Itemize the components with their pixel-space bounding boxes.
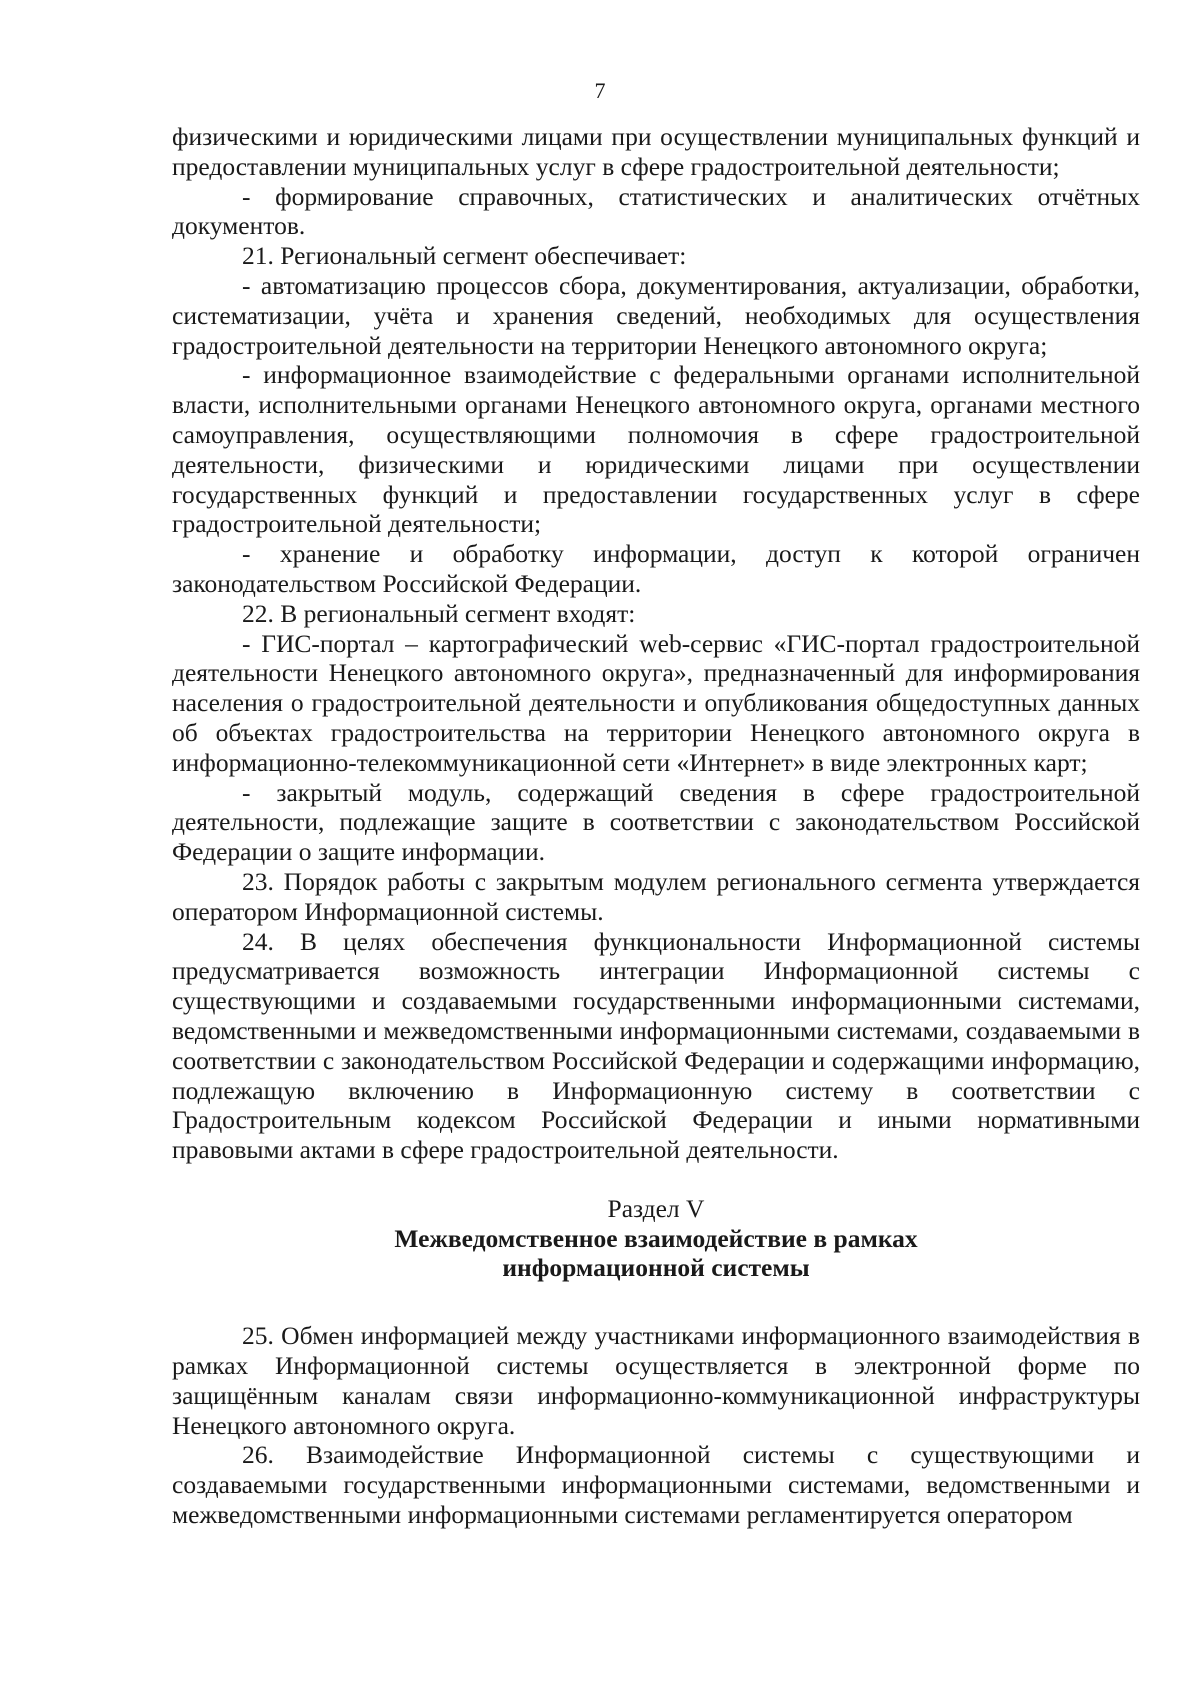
paragraph: 24. В целях обеспечения функциональности Информационной системы предусматривается возможность интеграции Информационной системы с существующими и создаваемыми государственными информационными системами, ведомственными и межведомственными информационными системами, создаваемыми в соответствии с законодательством Российской Федерации и содержащими информацию, подлежащую включению в Информационную систему в соответствии с Градостроительным кодексом Российской Федерации и иными нормативными правовыми актами в сфере градостроительной деятельности. [172,926,1140,1165]
paragraph: физическими и юридическими лицами при осуществлении муниципальных функций и предоставлении муниципальных услуг в сфере градостроительной деятельности; [172,122,1140,181]
page-number: 7 [594,78,606,103]
paragraph: - формирование справочных, статистических и аналитических отчётных документов. [172,181,1140,241]
section-title: Межведомственное взаимодействие в рамках информационной системы [394,1223,918,1283]
paragraph: - автоматизацию процессов сбора, документирования, актуализации, обработки, систематизации, учёта и хранения сведений, необходимых для осуществления градостроительной деятельности на территории Ненецкого автономного округа; [172,270,1140,360]
paragraph: 25. Обмен информацией между участниками информационного взаимодействия в рамках Информационной системы осуществляется в электронной форме по защищённым каналам связи информационно-коммуникационной инфраструктуры Ненецкого автономного округа. [172,1321,1140,1440]
paragraph: 21. Региональный сегмент обеспечивает: [242,241,687,271]
paragraph: 22. В региональный сегмент входят: [242,598,636,628]
paragraph: 23. Порядок работы с закрытым модулем регионального сегмента утверждается оператором Информационной системы. [172,866,1140,926]
paragraph: - ГИС-портал – картографический web-сервис «ГИС-портал градостроительной деятельности Ненецкого автономного округа», предназначенный для информирования населения о градостроительной деятельности и опубликования общедоступных данных об объектах градостроительства на территории Ненецкого автономного округа в информационно-телекоммуникационной сети «Интернет» в виде электронных карт; [172,628,1140,777]
paragraph: 26. Взаимодействие Информационной системы с существующими и создаваемыми государственными информационными системами, ведомственными и межведомственными информационными системами регламентируется оператором [172,1440,1140,1530]
paragraphs-after-section [172,1321,1140,1530]
paragraph: - хранение и обработку информации, доступ к которой ограничен законодательством Российской Федерации. [172,539,1140,598]
paragraph: - закрытый модуль, содержащий сведения в сфере градостроительной деятельности, подлежащие защите в соответствии с законодательством Российской Федерации о защите информации. [172,777,1140,867]
document-body [172,122,1140,1530]
section-heading [172,1194,1140,1283]
paragraphs-before-section [172,122,1140,1165]
paragraph: - информационное взаимодействие с федеральными органами исполнительной власти, исполнительными органами Ненецкого автономного округа, органами местного самоуправления, осуществляющими полномочия в сфере градостроительной деятельности, физическими и юридическими лицами при осуществлении государственных функций и предоставлении государственных услуг в сфере градостроительной деятельности; [172,360,1140,539]
section-label: Раздел V [607,1193,705,1223]
